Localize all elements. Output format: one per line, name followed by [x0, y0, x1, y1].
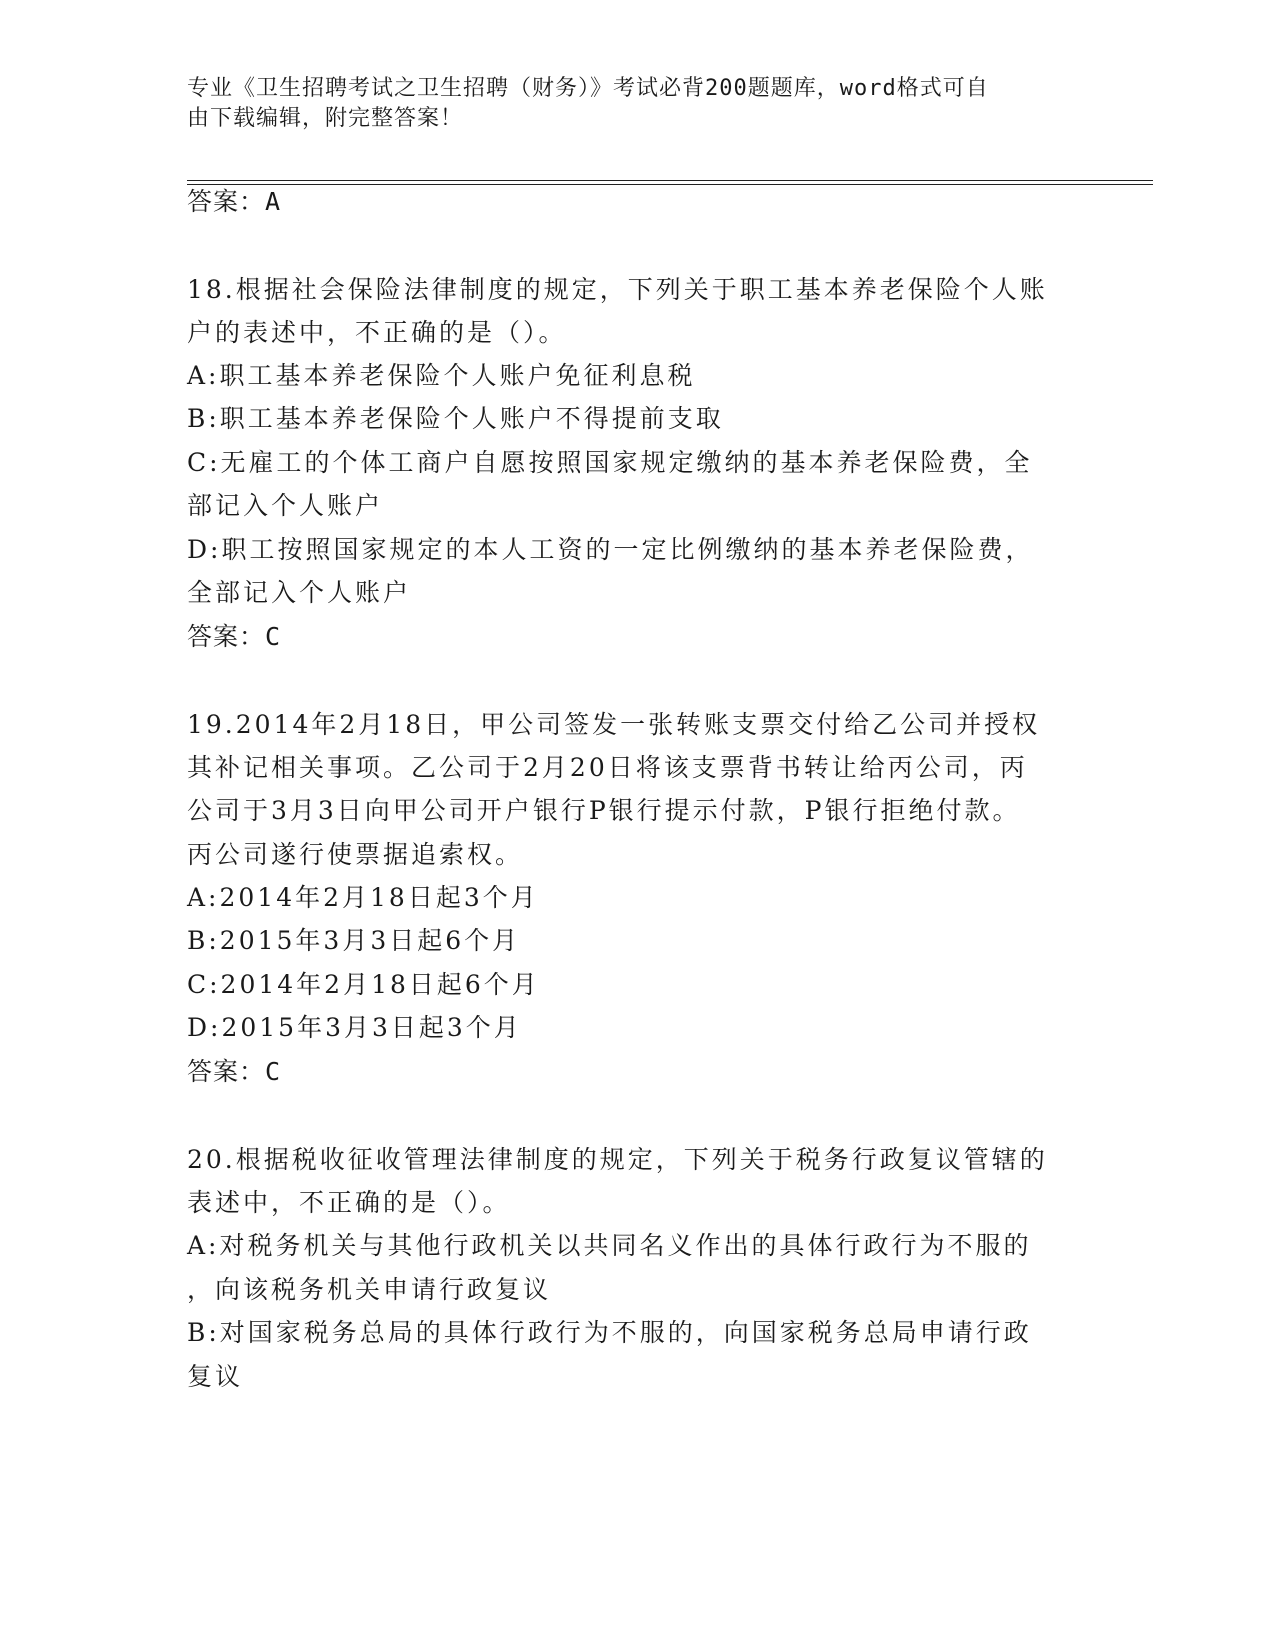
q19-option-a: A:2014年2月18日起3个月: [187, 883, 539, 912]
q19-option-c: C:2014年2月18日起6个月: [187, 970, 540, 999]
document-header: [187, 74, 1067, 134]
q19-stem-line-2: 其补记相关事项。乙公司于2月20日将该支票背书转让给丙公司，丙: [187, 753, 1028, 782]
q18-option-d-line-2: 全部记入个人账户: [187, 578, 412, 607]
q18-answer: 答案：C: [187, 622, 282, 651]
q19-stem-line-4: 丙公司遂行使票据追索权。: [187, 840, 524, 869]
q19-stem-line-1: 19.2014年2月18日，甲公司签发一张转账支票交付给乙公司并授权: [187, 710, 1041, 739]
q18-stem-line-2: 户的表述中，不正确的是（）。: [187, 318, 567, 347]
q18-option-c-line-1: C:无雇工的个体工商户自愿按照国家规定缴纳的基本养老保险费，全: [187, 448, 1033, 477]
q20-stem-line-1: 20.根据税收征收管理法律制度的规定，下列关于税务行政复议管辖的: [187, 1145, 1048, 1174]
header-rule-thick: [187, 184, 1153, 185]
q19-answer: 答案：C: [187, 1057, 282, 1086]
q20-stem-line-2: 表述中，不正确的是（）。: [187, 1188, 511, 1217]
q18-option-b: B:职工基本养老保险个人账户不得提前支取: [187, 404, 724, 433]
q19-option-d: D:2015年3月3日起3个月: [187, 1013, 522, 1042]
header-line-1: 专业《卫生招聘考试之卫生招聘（财务）》考试必背200题题库，word格式可自: [187, 76, 989, 101]
q20-option-a-line-2: ，向该税务机关申请行政复议: [187, 1275, 552, 1304]
q18-stem-line-1: 18.根据社会保险法律制度的规定，下列关于职工基本养老保险个人账: [187, 275, 1048, 304]
q19-stem-line-3: 公司于3月3日向甲公司开户银行P银行提示付款，P银行拒绝付款。: [187, 796, 1021, 825]
q20-option-b-line-1: B:对国家税务总局的具体行政行为不服的，向国家税务总局申请行政: [187, 1318, 1032, 1347]
q20-option-b-line-2: 复议: [187, 1362, 244, 1391]
q18-option-d-line-1: D:职工按照国家规定的本人工资的一定比例缴纳的基本养老保险费，: [187, 535, 1034, 564]
header-line-2: 由下载编辑，附完整答案！: [187, 106, 464, 131]
q20-option-a-line-1: A:对税务机关与其他行政机关以共同名义作出的具体行政行为不服的: [187, 1231, 1032, 1260]
header-rule-thin: [187, 180, 1153, 181]
q19-option-b: B:2015年3月3日起6个月: [187, 926, 521, 955]
q18-option-a: A:职工基本养老保险个人账户免征利息税: [187, 361, 696, 390]
previous-answer: 答案：A: [187, 187, 282, 216]
q18-option-c-line-2: 部记入个人账户: [187, 491, 384, 520]
